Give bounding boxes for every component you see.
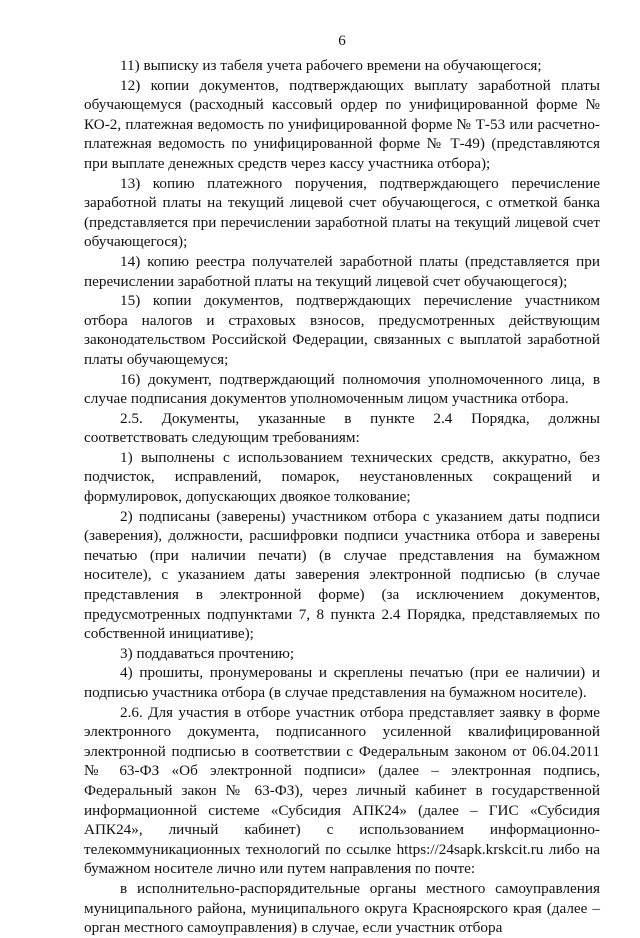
paragraph-item-14: 14) копию реестра получателей заработной платы (представляется при перечислении заработной платы на текущий лицевой счет обучающегося); xyxy=(84,252,600,290)
paragraph-requirement-3: 3) поддаваться прочтению; xyxy=(120,644,295,662)
paragraph-section-2-6: 2.6. Для участия в отборе участник отбора представляет заявку в форме электронного документа, подписанного усиленной квалифицированной электронной подписью в соответствии с Федеральным законом от 06.04.2011 № 63-ФЗ «Об электронной подписи» (далее – электронная подпись, Федеральный закон № 63-ФЗ), через личный кабинет в государственной информационной системе «Субсидия АПК24» (далее – ГИС «Субсидия АПК24», личный кабинет) с использованием информационно-телекоммуникационных технологий по ссылке https://24sapk.krskcit.ru либо на бумажном носителе лично или путем направления по почте: xyxy=(84,703,600,878)
paragraph-requirement-4: 4) прошиты, пронумерованы и скреплены печатью (при ее наличии) и подписью участника отбора (в случае представления на бумажном носителе). xyxy=(84,664,600,701)
paragraph-requirement-1: 1) выполнены с использованием технических средств, аккуратно, без подчисток, исправлений, помарок, неустановленных сокращений и формулировок, допускающих двоякое толкование; xyxy=(84,448,600,506)
page-number: 6 xyxy=(338,33,346,49)
paragraph-requirement-2: 2) подписаны (заверены) участником отбора с указанием даты подписи (заверения), должности, расшифровки подписи участника отбора и заверены печатью (при наличии печати) (в случае представления на бумажном носителе), с указанием даты заверения электронной подписью (в случае представления в электронной форме) (за исключением документов, предусмотренных подпунктами 7, 8 пункта 2.4 Порядка, представляемых по собственной инициативе); xyxy=(84,507,600,643)
paragraph-item-13: 13) копию платежного поручения, подтверждающего перечисление заработной платы на текущий лицевой счет обучающегося, с отметкой банка (представляется при перечислении заработной платы на текущий лицевой счет обучающегося); xyxy=(84,174,600,251)
paragraph-section-2-5: 2.5. Документы, указанные в пункте 2.4 Порядка, должны соответствовать следующим требованиям: xyxy=(84,409,600,447)
paragraph-item-15: 15) копии документов, подтверждающих перечисление участником отбора налогов и страховых взносов, предусмотренных действующим законодательством Российской Федерации, связанных с выплатой заработной платы обучающемуся; xyxy=(84,292,600,368)
paragraph-local-government: в исполнительно-распорядительные органы местного самоуправления муниципального района, муниципального округа Красноярского края (далее – орган местного самоуправления) в случае, если участник отбора xyxy=(84,879,600,937)
paragraph-item-11: 11) выписку из табеля учета рабочего времени на обучающегося; xyxy=(120,57,542,74)
paragraph-item-16: 16) документ, подтверждающий полномочия уполномоченного лица, в случае подписания документов уполномоченным лицом участника отбора. xyxy=(84,370,600,408)
document-body xyxy=(84,56,600,938)
paragraph-item-12: 12) копии документов, подтверждающих выплату заработной платы обучающемуся (расходный кассовый ордер по унифицированной форме № КО-2, платежная ведомость по унифицированной форме № Т-53 или расчетно-платежная ведомость по унифицированной форме № Т-49) (представляются при выплате денежных средств через кассу участника отбора); xyxy=(84,76,600,172)
